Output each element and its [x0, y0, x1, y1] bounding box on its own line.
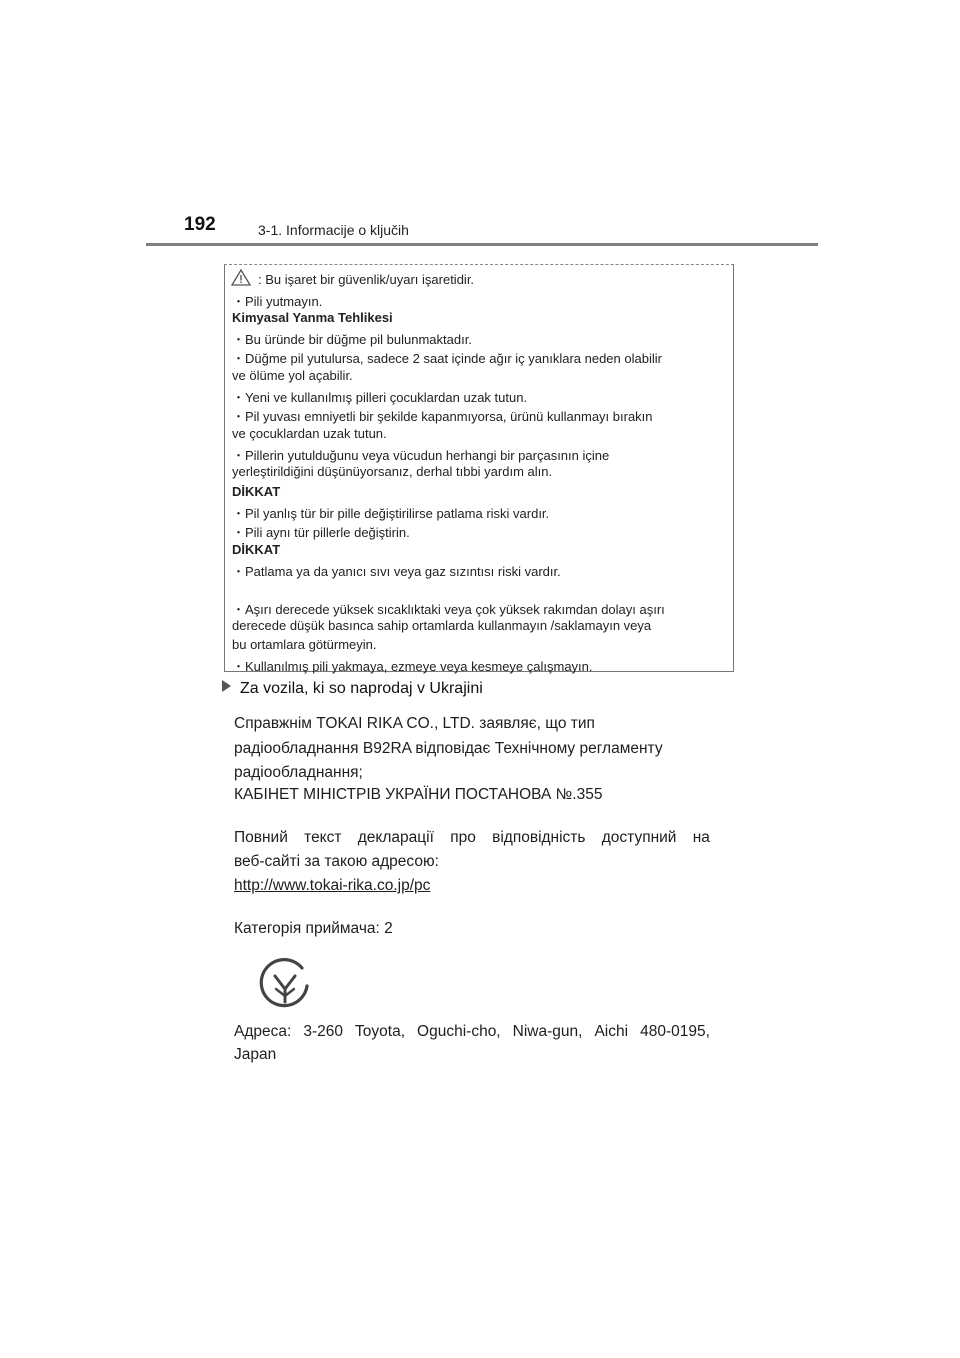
declaration-line: радіообладнання; — [234, 764, 363, 781]
fulltext-word: доступний — [601, 829, 677, 846]
fulltext-line-2: веб-сайті за такою адресою: — [234, 853, 439, 870]
warning-line: yerleştirildiğini düşünüyorsanız, derhal tıbbi yardım alın. — [232, 464, 553, 479]
address-word: 480-0195, — [640, 1023, 710, 1040]
warning-line: ・Aşırı derecede yüksek sıcaklıktaki veya çok yüksek rakımdan dolayı aşırı — [232, 602, 665, 617]
warning-heading: DİKKAT — [232, 542, 281, 557]
warning-line: derecede düşük basınca sahip ortamlarda kullanmayın /saklamayın veya — [232, 618, 652, 633]
address-word: Toyota, — [355, 1023, 406, 1040]
header-divider — [146, 243, 818, 246]
warning-heading: Kimyasal Yanma Tehlikesi — [232, 310, 393, 325]
warning-line: ・Düğme pil yutulursa, sadece 2 saat içinde ağır iç yanıklara neden olabilir — [232, 351, 662, 366]
section-title: 3-1. Informacije o ključih — [258, 222, 409, 238]
declaration-line: Справжнім TOKAI RIKA CO., LTD. заявляє, що тип — [234, 715, 595, 732]
address-word: Адреса: — [234, 1023, 292, 1040]
ukraine-caption — [222, 680, 483, 698]
fulltext-word: про — [450, 829, 476, 846]
declaration-line: радіообладнання B92RA відповідає Технічному регламенту — [234, 740, 663, 757]
bullet-triangle-icon — [222, 680, 231, 692]
warning-line: ・Kullanılmış pili yakmaya, ezmeye veya kesmeye çalışmayın. — [232, 659, 593, 674]
declaration-url-link[interactable]: http://www.tokai-rika.co.jp/pc — [234, 877, 431, 894]
warning-line: ・Patlama ya da yanıcı sıvı veya gaz sızıntısı riski vardır. — [232, 564, 561, 579]
fulltext-word: на — [692, 829, 710, 846]
warning-line: bu ortamlara götürmeyin. — [232, 637, 377, 652]
warning-line: ・Pili aynı tür pillerle değiştirin. — [232, 525, 410, 540]
warning-line: ve ölüme yol açabilir. — [232, 368, 353, 383]
warning-heading: DİKKAT — [232, 484, 281, 499]
fulltext-line — [234, 829, 710, 847]
warning-line: ・Bu üründe bir düğme pil bulunmaktadır. — [232, 332, 472, 347]
fulltext-word: текст — [304, 829, 342, 846]
receiver-category: Категорія приймача: 2 — [234, 920, 393, 937]
address-word: 3-260 — [303, 1023, 343, 1040]
warning-line: ve çocuklardan uzak tutun. — [232, 426, 387, 441]
warning-line: ・Pillerin yutulduğunu veya vücudun herhangi bir parçasının içine — [232, 448, 610, 463]
declaration-line: КАБІНЕТ МІНІСТРІВ УКРАЇНИ ПОСТАНОВА №.355 — [234, 786, 603, 803]
caption-text: Za vozila, ki so naprodaj v Ukrajini — [240, 680, 483, 697]
fulltext-word: декларації — [357, 829, 434, 846]
address-word: Niwa-gun, — [512, 1023, 583, 1040]
warning-line: ・Pili yutmayın. — [232, 294, 323, 309]
warning-triangle-icon — [231, 269, 251, 286]
page-number: 192 — [184, 214, 216, 235]
address-line-2: Japan — [234, 1046, 277, 1063]
warning-line: ・Yeni ve kullanılmış pilleri çocuklardan uzak tutun. — [232, 390, 528, 405]
warning-line: ・Pil yuvası emniyetli bir şekilde kapanmıyorsa, ürünü kullanmayı bırakın — [232, 409, 653, 424]
ukraine-conformity-mark-icon — [258, 958, 312, 1012]
warning-symbol-explanation: : Bu işaret bir güvenlik/uyarı işaretidir. — [258, 272, 475, 287]
warning-line: ・Pil yanlış tür bir pille değiştirilirse patlama riski vardır. — [232, 506, 550, 521]
address-line — [234, 1023, 710, 1041]
fulltext-word: відповідність — [492, 829, 586, 846]
address-word: Oguchi-cho, — [417, 1023, 501, 1040]
fulltext-word: Повний — [234, 829, 288, 846]
address-word: Aichi — [594, 1023, 629, 1040]
